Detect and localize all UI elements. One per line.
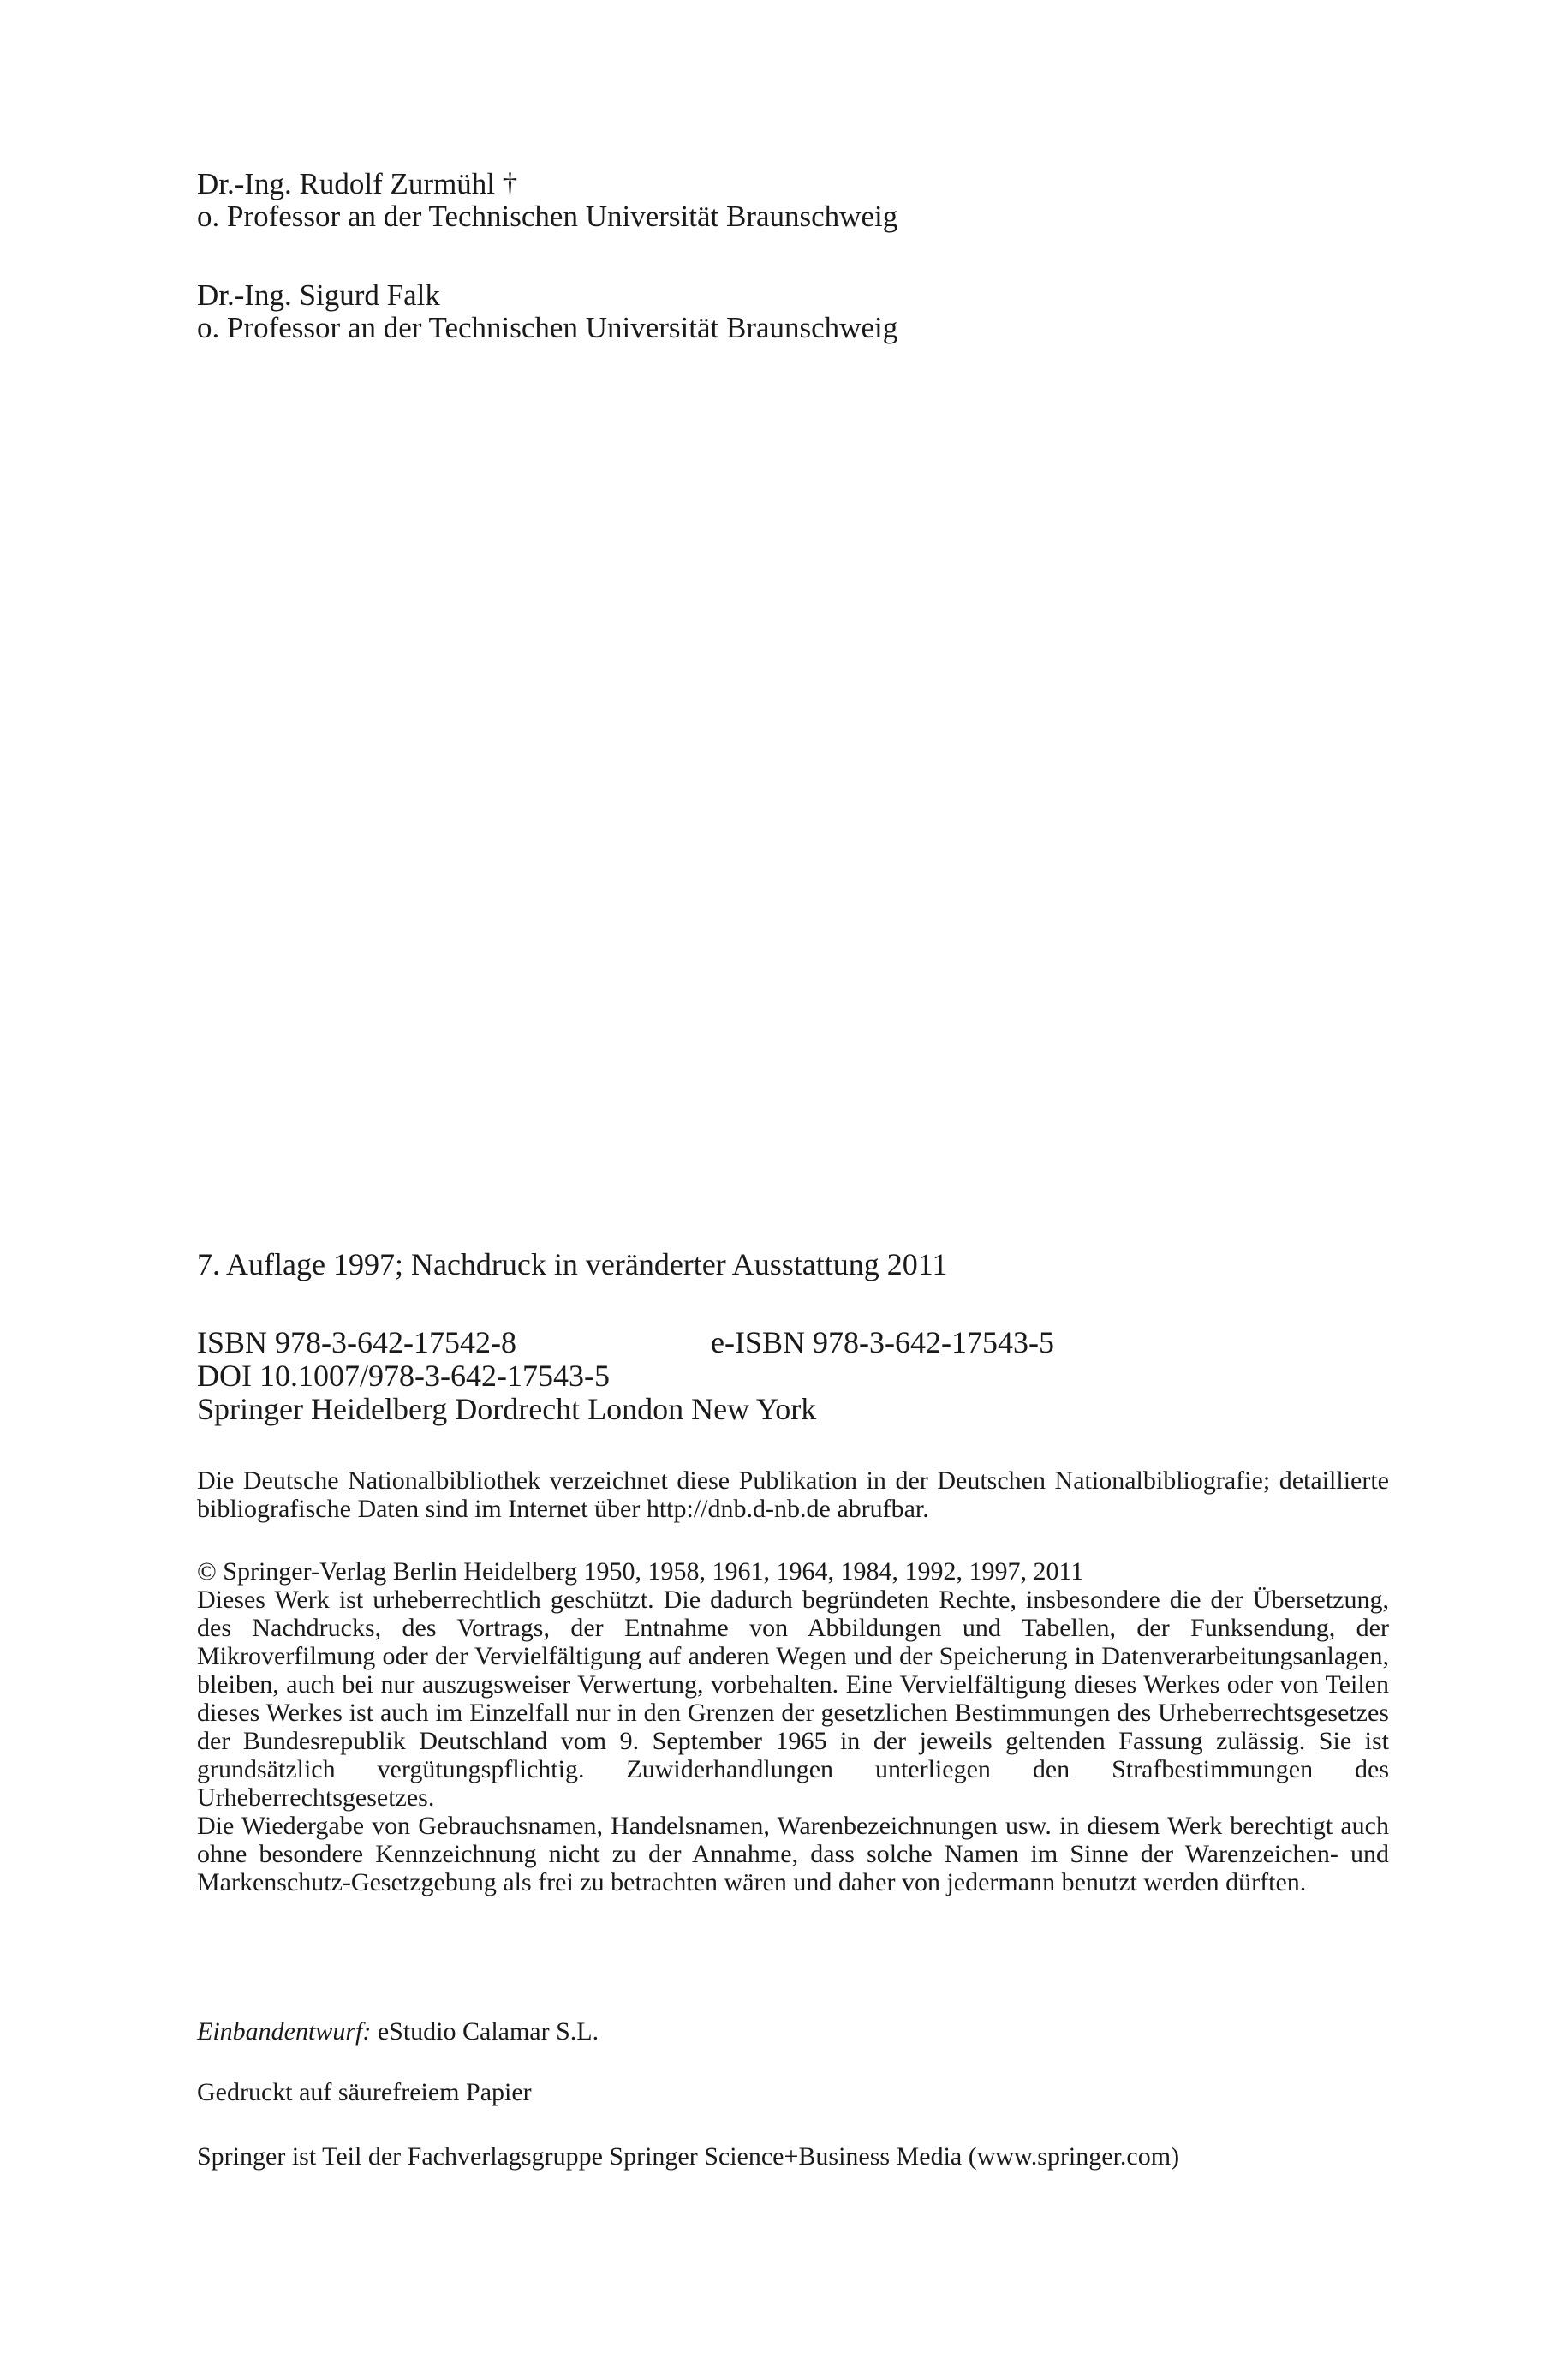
author-list <box>197 168 1482 344</box>
author-name: Dr.-Ing. Rudolf Zurmühl † <box>197 167 518 200</box>
edition-info <box>197 1248 1396 1426</box>
rights-text: Dieses Werk ist urheberrechtlich geschützt. Die dadurch begründeten Rechte, insbesondere die der Übersetzung, des Nachdrucks, des Vortrags, der Entnahme von Abbildungen und Tabellen, der Funksendung, der Mikroverfilmung oder der Vervielfältigung auf anderen Wegen und der Speicherung in Datenverarbeitungsanlagen, bleiben, auch bei nur auszugsweiser Verwertung, vorbehalten. Eine Vervielfältigung dieses Werkes oder von Teilen dieses Werkes ist auch im Einzelfall nur in den Grenzen der gesetzlichen Bestimmungen des Urheberrechtsgesetzes der Bundesrepublik Deutschland vom 9. September 1965 in der jeweils geltenden Fassung zulässig. Sie ist grundsätzlich vergütungspflichtig. Zuwiderhandlungen unterliegen den Strafbestimmungen des Urheberrechtsgesetzes. <box>197 1586 1389 1812</box>
author-entry <box>197 168 1482 233</box>
dnb-notice: Die Deutsche Nationalbibliothek verzeichnet diese Publikation in der Deutschen Nationalbibliografie; detaillierte bibliografische Daten sind im Internet über http://dnb.d-nb.de abrufbar. <box>197 1466 1389 1523</box>
isbn-row <box>197 1326 1396 1359</box>
author-position: o. Professor an der Technischen Universität Braunschweig <box>197 311 898 344</box>
cover-design <box>197 2017 599 2046</box>
copyright-line: © Springer-Verlag Berlin Heidelberg 1950, 1958, 1961, 1964, 1984, 1992, 1997, 2011 <box>197 1557 1084 1586</box>
e-isbn: e-ISBN 978-3-642-17543-5 <box>711 1325 1054 1359</box>
author-entry <box>197 279 1482 344</box>
springer-note: Springer ist Teil der Fachverlagsgruppe Springer Science+Business Media (www.springer.com) <box>197 2142 1180 2171</box>
paper-note: Gedruckt auf säurefreiem Papier <box>197 2078 532 2106</box>
trademark-text: Die Wiedergabe von Gebrauchsnamen, Handelsnamen, Warenbezeichnungen usw. in diesem Werk berechtigt auch ohne besondere Kennzeichnung nicht zu der Annahme, dass solche Namen im Sinne der Warenzeichen- und Markenschutz-Gesetzgebung als frei zu betrachten wären und daher von jedermann benutzt werden dürften. <box>197 1812 1389 1896</box>
isbn: ISBN 978-3-642-17542-8 <box>197 1325 516 1359</box>
copyright-notice <box>197 1557 1389 1896</box>
publisher-locations: Springer Heidelberg Dordrecht London New York <box>197 1392 817 1426</box>
doi: DOI 10.1007/978-3-642-17543-5 <box>197 1359 610 1393</box>
cover-design-value: eStudio Calamar S.L. <box>377 2017 599 2046</box>
edition-line: 7. Auflage 1997; Nachdruck in veränderter Ausstattung 2011 <box>197 1247 948 1281</box>
author-name: Dr.-Ing. Sigurd Falk <box>197 278 440 312</box>
cover-design-label: Einbandentwurf: <box>197 2017 372 2046</box>
author-position: o. Professor an der Technischen Universität Braunschweig <box>197 200 898 233</box>
